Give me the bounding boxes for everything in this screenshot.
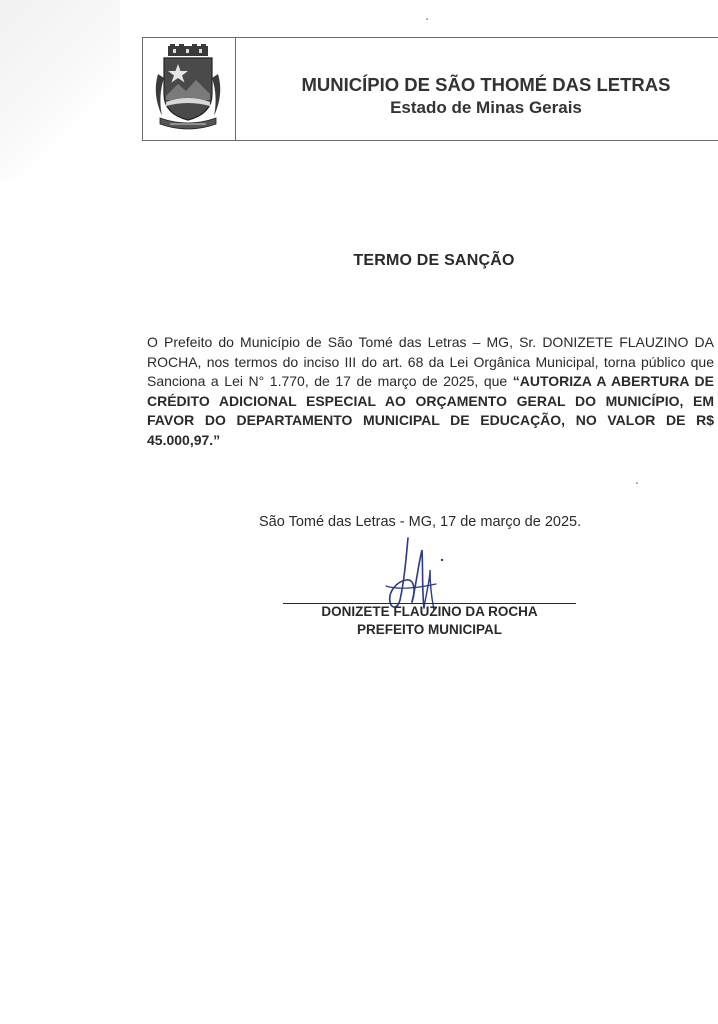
municipal-coat-of-arms-icon	[148, 44, 228, 132]
crest-cell	[143, 38, 236, 140]
signer-name: DONIZETE FLAUZINO DA ROCHA	[321, 604, 538, 619]
document-title: TERMO DE SANÇÃO	[353, 252, 515, 269]
paper-fold-shadow	[0, 0, 120, 180]
scan-speck	[636, 482, 638, 484]
signer-role: PREFEITO MUNICIPAL	[356, 622, 502, 637]
sanction-paragraph	[147, 333, 714, 450]
paragraph-plain-text: O Prefeito do Município de São Tomé das Letras – MG, Sr. DONIZETE FLAUZINO DA ROCHA, nos termos do inciso III do art. 68 da Lei Orgânica Municipal, torna público que Sanciona a Lei N° 1.770, de 17 de março de 2025, que	[147, 334, 714, 389]
place-and-date: São Tomé das Letras - MG, 17 de março de 2025.	[259, 514, 582, 530]
scan-speck	[426, 18, 428, 20]
municipality-title: MUNICÍPIO DE SÃO THOMÉ DAS LETRAS	[301, 74, 671, 95]
state-subtitle: Estado de Minas Gerais	[390, 98, 582, 117]
letterhead	[142, 37, 718, 141]
paragraph-bold-text: “AUTORIZA A ABERTURA DE CRÉDITO ADICIONAL ESPECIAL AO ORÇAMENTO GERAL DO MUNICÍPIO, EM FAVOR DO DEPARTAMENTO MUNICIPAL DE EDUCAÇÃO, NO VALOR DE R$ 45.000,97.”	[147, 373, 714, 448]
